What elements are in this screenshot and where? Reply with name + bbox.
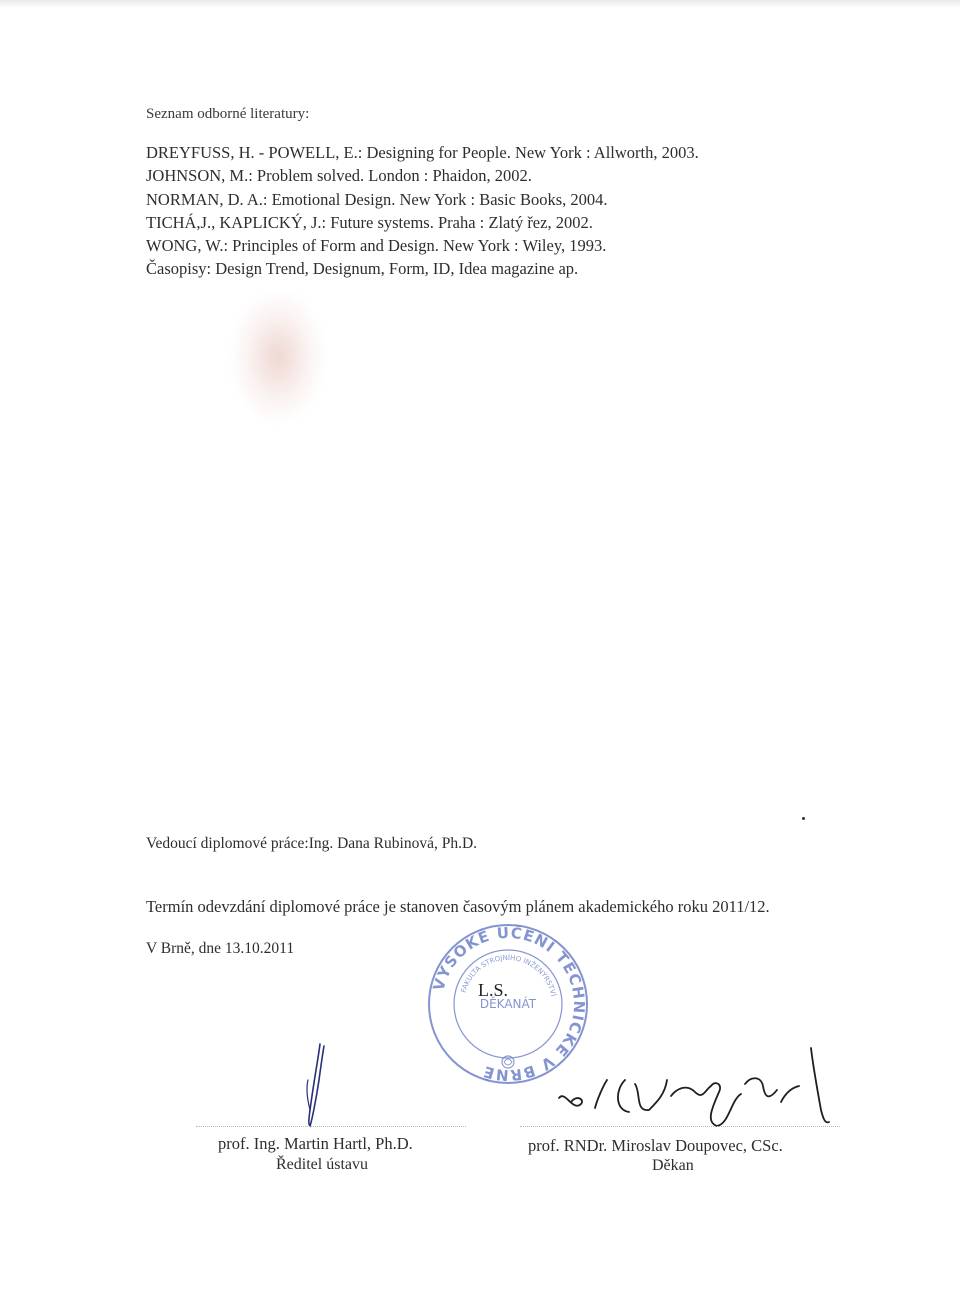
place-date-line: V Brně, dne 13.10.2011 xyxy=(146,940,295,957)
handwritten-signature xyxy=(292,1040,342,1130)
stamp-outer-text: VYSOKÉ UČENÍ TECHNICKÉ V BRNĚ xyxy=(429,923,589,1085)
right-signatory-name: prof. RNDr. Miroslav Doupovec, CSc. xyxy=(528,1136,783,1155)
stray-dot xyxy=(802,817,805,820)
reference-item: WONG, W.: Principles of Form and Design. New York : Wiley, 1993. xyxy=(146,236,607,256)
reference-item: TICHÁ,J., KAPLICKÝ, J.: Future systems. Praha : Zlatý řez, 2002. xyxy=(146,212,593,232)
literature-heading: Seznam odborné literatury: xyxy=(146,106,310,122)
right-signatory-role: Děkan xyxy=(652,1157,694,1174)
reference-item: DREYFUSS, H. - POWELL, E.: Designing for People. New York : Allworth, 2003. xyxy=(146,143,699,162)
paper-smudge xyxy=(232,292,324,422)
signature-rule xyxy=(196,1126,466,1127)
svg-text:FAKULTA STROJNÍHO INŽENÝRSTVÍ xyxy=(460,953,559,997)
scan-edge-shadow xyxy=(0,0,960,8)
reference-item: JOHNSON, M.: Problem solved. London : Phaidon, 2002. xyxy=(146,166,532,186)
handwritten-signature xyxy=(555,1040,835,1130)
supervisor-line: Vedoucí diplomové práce:Ing. Dana Rubinová, Ph.D. xyxy=(146,835,478,852)
deadline-line: Termín odevzdání diplomové práce je stanoven časovým plánem akademického roku 2011/12. xyxy=(146,897,770,916)
left-signatory-name: prof. Ing. Martin Hartl, Ph.D. xyxy=(218,1134,413,1153)
reference-item: NORMAN, D. A.: Emotional Design. New York : Basic Books, 2004. xyxy=(146,189,608,209)
stamp-inner-text: FAKULTA STROJNÍHO INŽENÝRSTVÍ xyxy=(459,953,558,997)
reference-list xyxy=(146,141,826,281)
signature-rule xyxy=(520,1126,840,1127)
left-signatory-role: Ředitel ústavu xyxy=(276,1156,368,1173)
reference-item: Časopisy: Design Trend, Designum, Form, ID, Idea magazine ap. xyxy=(146,259,579,279)
stamp-center-text: DĚKANÁT xyxy=(479,997,537,1011)
ls-mark: L.S. xyxy=(478,980,509,1000)
